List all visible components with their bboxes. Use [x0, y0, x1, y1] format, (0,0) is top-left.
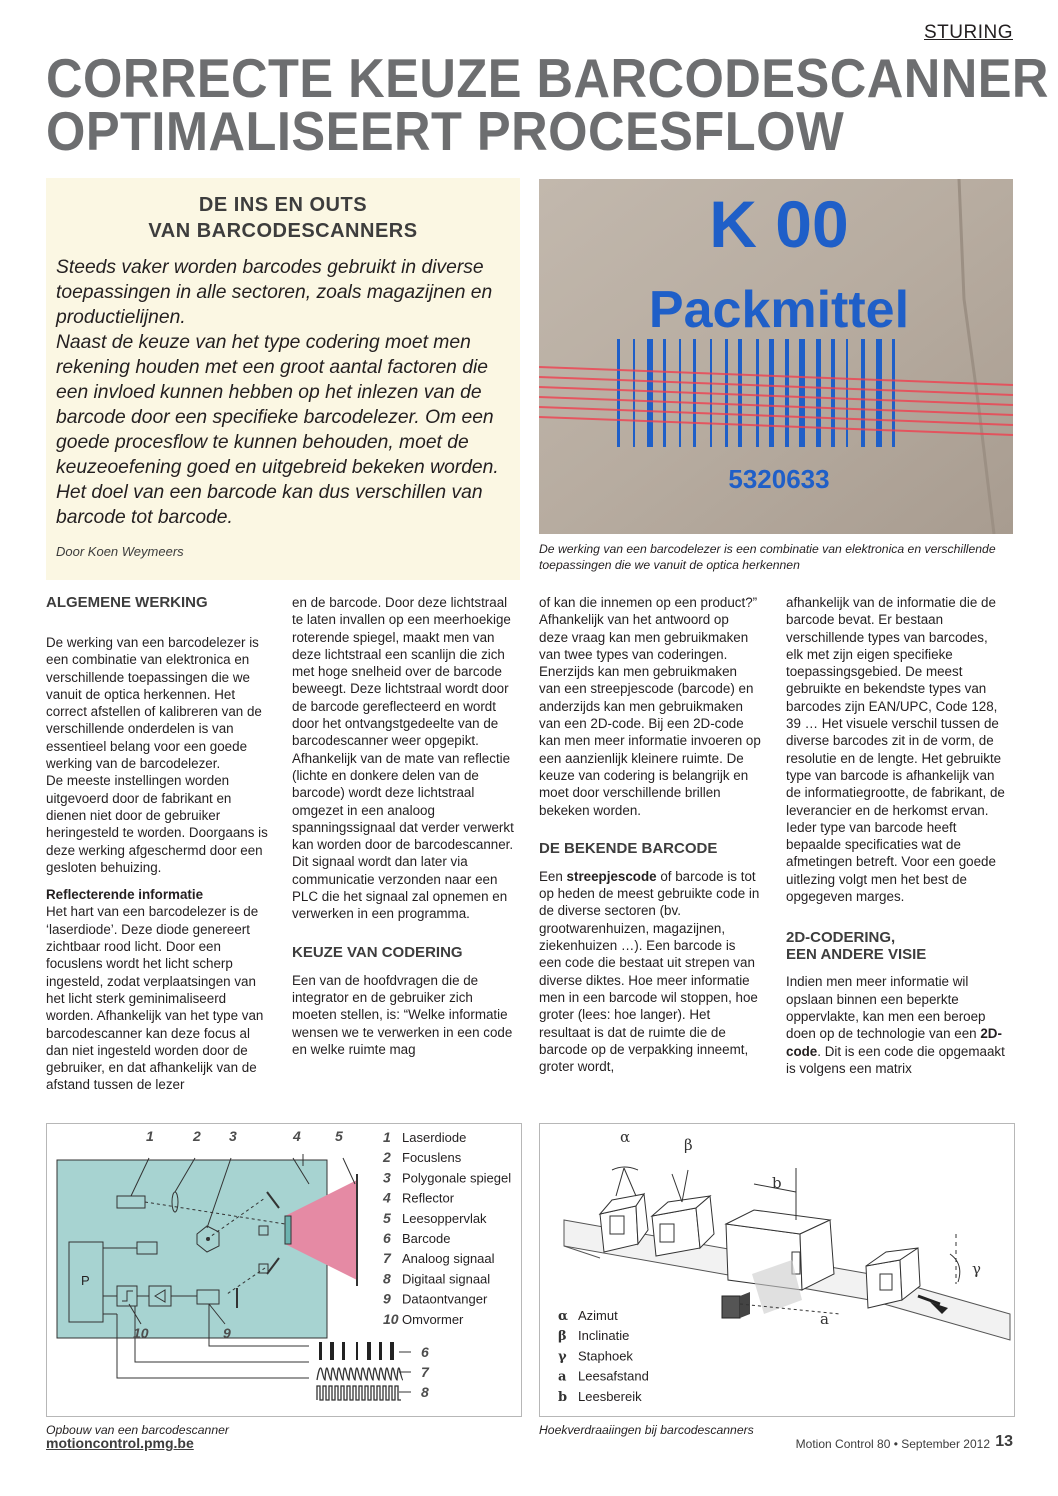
term-2d-code: 2D-code: [786, 1026, 1002, 1059]
angles-diagram-graphic: [540, 1124, 1014, 1416]
angles-diagram-caption: Hoekverdraaiingen bij barcodescanners: [539, 1423, 754, 1437]
column-2: [292, 594, 514, 1058]
scanner-legend-label: Polygonale spiegel: [402, 1170, 512, 1186]
col4-paragraph-1: afhankelijk van de informatie die de barcode bevat. Er bestaan verschillende types van barcodes, elk met zijn eigen specifieke toepassingsgebied. De meest gebruikte en bekendste types van barcodes zijn EAN/UPC, Code 128, 39 … Het visuele verschil tussen de diverse barcodes zit in de vorm, de resolutie en de lengte. Het gebruikte type van barcode is afhankelijk van de informatiegrootte, de fabrikant, de leverancier en de herkomst ervan. Ieder type van barcode heeft bepaalde specificaties wat de afmetingen betreft. Voor een goede uitlezing volgt men het best de opgegeven marges.: [786, 595, 1005, 905]
diagram-number-5: 5: [335, 1128, 343, 1144]
angles-legend-label: Staphoek: [578, 1348, 633, 1364]
headline-line-2: OPTIMALISEERT PROCESFLOW: [46, 100, 845, 162]
headline: [46, 47, 1049, 162]
scanner-legend-number: 5: [383, 1209, 391, 1226]
col4-paragraph-2: Indien men meer informatie wil opslaan binnen een beperkte oppervlakte, kan men een beroep doen op de technologie van een 2D-code. Dit is een code die opgemaakt is volgens een matrix: [786, 974, 1005, 1076]
distance-a-label: a: [820, 1310, 829, 1328]
scanner-legend-label: Barcode: [402, 1231, 451, 1246]
intro-paragraph-1: Steeds vaker worden barcodes gebruikt in diverse toepassingen in alle sectoren, zoals magazijnen en productielijnen.: [56, 257, 493, 328]
section-tag: STURING: [924, 22, 1013, 43]
term-streepjescode: streepjescode: [566, 868, 657, 884]
scanner-legend-label: Omvormer: [402, 1311, 464, 1327]
signal-number-8: 8: [421, 1384, 429, 1400]
scanner-diagram-caption: Opbouw van een barcodescanner: [46, 1423, 229, 1437]
col1-paragraph-2: De meeste instellingen worden uitgevoerd door de fabrikant en dienen niet door de gebruiker heringesteld te worden. Doorgaans is deze werking afgeschermd door een gesloten behuizing.: [46, 773, 268, 875]
scanner-legend-number: 7: [383, 1250, 391, 1267]
col3-paragraph-1: of kan die innemen op een product?” Afhankelijk van het antwoord op deze vraag kan men gebruikmaken van twee types van coderingen. Enerzijds kan men gebruikmaken van een streepjescode (barcode) en anderzijds kan men gebruikmaken van een 2D-code. Bij een 2D-code kan men meer informatie invoeren op een aanzienlijk kleinere ruimte. De keuze van codering is belangrijk en moet door verschillende brillen bekeken worden.: [539, 595, 761, 818]
signal-number-7: 7: [421, 1364, 429, 1380]
range-b-label: b: [772, 1174, 782, 1192]
angles-legend-symbol: β: [558, 1329, 567, 1345]
scanner-legend-label: Focuslens: [402, 1150, 462, 1166]
intro-title-line-1: DE INS EN OUTS: [198, 194, 368, 216]
leader-line-5: [343, 1158, 355, 1184]
angles-diagram: [539, 1123, 1015, 1417]
scanner-diagram: [46, 1123, 522, 1417]
byline: Door Koen Weymeers: [56, 544, 184, 559]
scanner-legend-number: 1: [383, 1129, 391, 1145]
diagram-number-3: 3: [229, 1128, 237, 1144]
scanner-legend-number: 8: [383, 1270, 391, 1287]
intro-box: [46, 178, 520, 580]
photo-code-text: K 00: [709, 187, 849, 261]
angles-legend-label: Leesafstand: [578, 1368, 649, 1384]
col1-paragraph-1: De werking van een barcodelezer is een combinatie van elektronica en verschillende toepassingen die we vanuit de optica herkennen. Het correct afstellen of kalibreren van de verschillende onderdelen is van essentieel belang voor een goede werking van de barcodelezer.: [46, 635, 262, 772]
diagram-number-9: 9: [223, 1325, 231, 1341]
scanner-legend: [382, 1129, 511, 1327]
scanner-device: [722, 1296, 740, 1318]
column-4: [786, 594, 1008, 1077]
col1-paragraph-3: Het hart van een barcodelezer is de ‘laserdiode’. Deze diode genereert zichtbaar rood licht. Door een focuslens wordt het licht scherp ingesteld, zodat verplaatsingen van het licht sterk geminimaliseerd worden. Afhankelijk van het type van barcodescanner kan deze focus al dan niet ingesteld worden door de gebruiker, en dat afhankelijk van de afstand tussen de lezer: [46, 904, 264, 1093]
angles-legend: [558, 1308, 649, 1405]
intro-title: [46, 192, 520, 244]
column-3: [539, 594, 761, 1075]
subheading-reflecterende-informatie: Reflecterende informatie: [46, 887, 204, 903]
intro-text: [56, 255, 516, 530]
barcode-photo-graphic: [539, 179, 1013, 534]
signal-barcode: [319, 1342, 394, 1360]
diagram-number-2: 2: [193, 1128, 201, 1144]
angles-legend-label: Azimut: [578, 1308, 618, 1323]
photo-number-text: 5320633: [728, 464, 830, 494]
headline-line-1: CORRECTE KEUZE BARCODESCANNER: [46, 47, 1049, 109]
box-4: [866, 1260, 902, 1308]
footer-issue: Motion Control 80 • September 2012: [795, 1437, 990, 1451]
scanner-legend-number: 4: [383, 1189, 391, 1206]
scanner-legend-label: Laserdiode: [402, 1130, 467, 1145]
scanner-legend-label: Digitaal signaal: [402, 1271, 491, 1287]
intro-title-line-2: VAN BARCODESCANNERS: [148, 220, 418, 242]
heading-keuze-van-codering: KEUZE VAN CODERING: [292, 943, 463, 961]
angle-alpha-label: α: [620, 1128, 631, 1146]
barcode-photo: [539, 179, 1013, 534]
page-number: 13: [995, 1433, 1013, 1450]
col2-paragraph-2: Een van de hoofdvragen die de integrator en de gebruiker zich moeten stellen, is: “Welke informatie wensen we te verwerken in een code en welke ruimte mag: [292, 972, 513, 1057]
diagram-number-1: 1: [146, 1128, 154, 1144]
heading-de-bekende-barcode: DE BEKENDE BARCODE: [539, 839, 718, 857]
photo-word-text: Packmittel: [648, 281, 910, 339]
scanner-legend-number: 9: [383, 1290, 391, 1307]
amplifier-symbol: [149, 1286, 171, 1306]
column-1: [46, 594, 268, 1094]
angles-legend-label: Inclinatie: [578, 1328, 630, 1344]
angles-legend-symbol: α: [558, 1309, 569, 1324]
col3-paragraph-2: Een streepjescode of barcode is tot op heden de meest gebruikte code in de diverse sectoren (bv. grootwarenhuizen, magazijnen, ziekenhuizen …). Een barcode is een code die bestaat uit strepen van diverse diktes. Hoe meer informatie men in een barcode wil stoppen, hoe groter (lees: hoe langer). Het resultaat is dat de ruimte die de barcode op de verpakking inneemt, groter wordt,: [539, 868, 760, 1075]
scanner-legend-number: 2: [383, 1149, 391, 1166]
col2-paragraph-1: en de barcode. Door deze lichtstraal te laten invallen op een meerhoekige roterende spiegel, maakt men van deze lichtstraal een scanlijn die zich met hoge snelheid over de barcode beweegt. Deze lichtstraal wordt door de barcode gereflecteerd en wordt door het ontvangstgedeelte van de barcodescanner weer opgepikt. Afhankelijk van de mate van reflectie (lichte en donkere delen van de barcode) wordt deze lichtstraal omgezet in een analoog spanningssignaal dat verder verwerkt kan worden door de barcodescanner. Dit signaal wordt dan later via communicatie verzonden naar een PLC die het signaal zal opnemen en verwerken in een programma.: [292, 595, 514, 922]
processor-label: P: [81, 1273, 90, 1288]
scanner-legend-number: 6: [383, 1230, 391, 1246]
diagram-number-4: 4: [293, 1128, 301, 1144]
scanner-legend-label: Dataontvanger: [402, 1291, 488, 1307]
angles-legend-symbol: b: [558, 1389, 568, 1405]
scanner-legend-number: 10: [383, 1310, 399, 1327]
scanner-legend-label: Leesoppervlak: [402, 1210, 487, 1226]
signal-digital: [317, 1386, 401, 1400]
footer-website-link[interactable]: motioncontrol.pmg.be: [46, 1435, 194, 1451]
diagram-number-10: 10: [133, 1325, 149, 1341]
window: [285, 1216, 291, 1244]
box-2: [652, 1208, 700, 1256]
scanner-legend-label: Analoog signaal: [402, 1251, 495, 1267]
heading-2d-codering: 2D-CODERING, EEN ANDERE VISIE: [786, 929, 927, 964]
angle-beta-label: β: [684, 1136, 693, 1154]
photo-caption: De werking van een barcodelezer is een combinatie van elektronica en verschillende toepassingen die we vanuit de optica herkennen: [539, 542, 996, 572]
intro-paragraph-2: Naast de keuze van het type codering moet men rekening houden met een groot aantal factoren die een invloed kunnen hebben op het inlezen van de barcode door een specifieke barcodelezer. Om een goede procesflow te kunnen behouden, moet de keuzeoefening goed en uitgebreid bekeken worden. Het doel van een barcode kan dus verschillen van barcode tot barcode.: [56, 332, 499, 528]
scanner-diagram-graphic: [47, 1124, 521, 1416]
heading-algemene-werking: ALGEMENE WERKING: [46, 594, 208, 611]
angles-legend-label: Leesbereik: [578, 1388, 642, 1404]
angle-gamma-label: γ: [972, 1260, 981, 1278]
angles-legend-symbol: γ: [558, 1349, 567, 1365]
scanner-legend-label: Reflector: [402, 1190, 455, 1206]
signal-number-6: 6: [421, 1344, 429, 1360]
signal-analog: [317, 1368, 403, 1380]
angles-legend-symbol: a: [558, 1369, 567, 1385]
scanner-legend-number: 3: [383, 1169, 391, 1186]
